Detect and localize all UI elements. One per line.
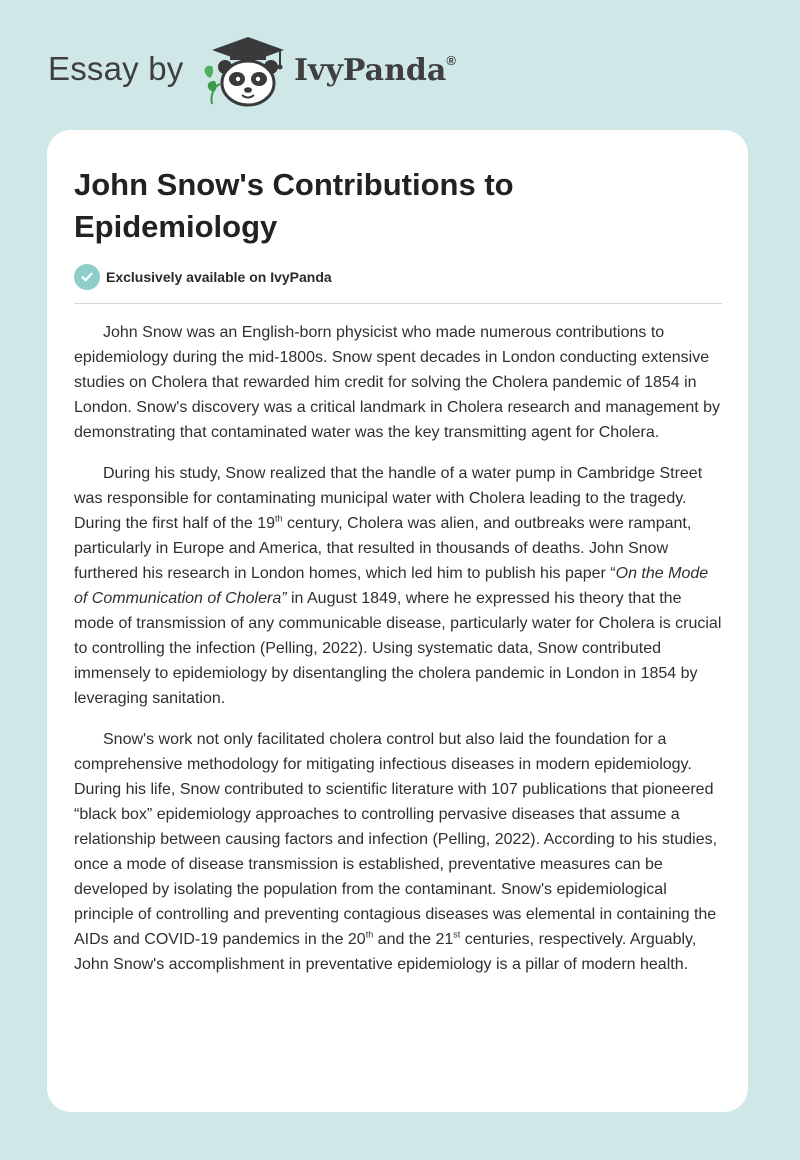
panda-graduate-icon (200, 34, 286, 108)
ordinal-suffix: th (275, 513, 283, 524)
divider (74, 303, 722, 304)
brand-prefix: Essay by (48, 50, 184, 87)
page-title: John Snow's Contributions to Epidemiology (74, 167, 514, 244)
paragraph-3-part-b: and the 21 (373, 931, 454, 948)
article-card (47, 130, 748, 1112)
paragraph-3-part-c: centuries, respectively. Arguably, John Snow's accomplishment in preventative epidemiology is a pillar of modern health. (74, 931, 697, 973)
brand-name-text: IvyPanda (294, 53, 447, 88)
registered-mark: ® (446, 53, 456, 68)
paragraph-2-part-b: century, Cholera was alien, and outbreaks were rampant, particularly in Europe and America, that resulted in thousands of deaths. John Snow furthered his research in London homes, which led him to publish his paper “ (74, 515, 692, 582)
paper-title: On the Mode of Communication of Cholera” (74, 565, 709, 607)
paragraph-3-part-a: Snow's work not only facilitated cholera control but also laid the foundation for a comprehensive methodology for mitigating infectious diseases in modern epidemiology. During his life, Snow contributed to scientific literature with 107 publications that pioneered “black box” epidemiology approaches to controlling pervasive diseases that assume a relationship between causing factors and infection (Pelling, 2022). According to his studies, once a mode of disease transmission is established, preventative measures can be developed by isolating the population from the contaminant. Snow's epidemiological principle of controlling and preventing contagious diseases was elemental in containing the AIDs and COVID-19 pandemics in the 20 (74, 731, 718, 948)
site-header-brand[interactable] (48, 34, 468, 108)
paragraph-1: John Snow was an English-born physicist who made numerous contributions to epidemiology during the mid-1800s. Snow spent decades in London conducting extensive studies on Cholera that rewarded him credit for solving the Cholera pandemic of 1854 in London. Snow's discovery was a critical landmark in Cholera research and management by demonstrating that contaminated water was the key transmitting agent for Cholera. (74, 324, 721, 441)
paragraph-3 (74, 727, 724, 977)
exclusive-badge (74, 264, 332, 290)
check-circle-icon (74, 264, 100, 290)
paragraph-2 (74, 461, 724, 711)
paragraph-2-part-c: in August 1849, where he expressed his theory that the mode of transmission of any communicable disease, particularly water for Cholera is crucial to controlling the infection (Pelling, 2022). Using systematic data, Snow contributed immensely to epidemiology by disentangling the cholera pandemic in London in 1854 by leveraging sanitation. (74, 590, 722, 707)
brand-name (294, 53, 456, 88)
ordinal-suffix: th (365, 929, 374, 940)
badge-label: Exclusively available on IvyPanda (106, 269, 332, 285)
paragraph-2-part-a: During his study, Snow realized that the handle of a water pump in Cambridge Street was responsible for contaminating municipal water with Cholera leading to the tragedy. During the first half of the 19 (74, 465, 703, 532)
article-body (74, 320, 724, 993)
ordinal-suffix: st (453, 929, 461, 940)
